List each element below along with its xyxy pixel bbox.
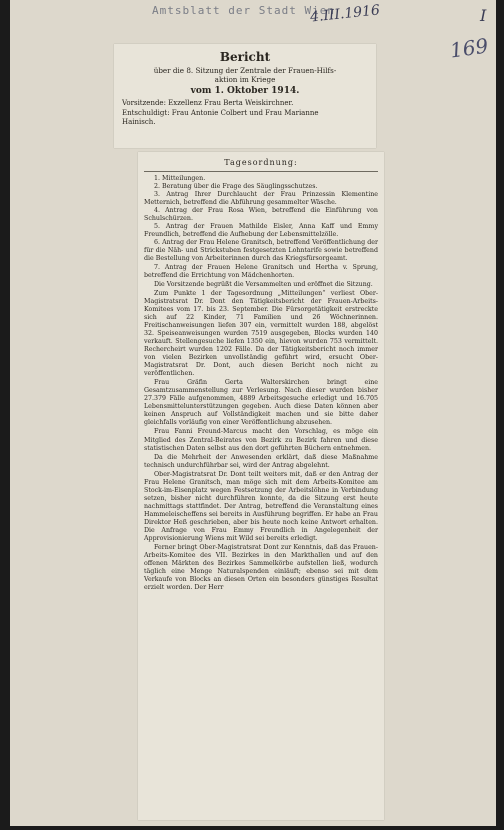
archive-sheet [10, 0, 496, 826]
chair-line: Vorsitzende: Exzellenz Frau Berta Weiskirchner. [122, 99, 294, 107]
report-subtitle-2: aktion im Kriege [214, 75, 276, 84]
body-paragraph: Ferner bringt Ober-Magistratsrat Dont zur Kenntnis, daß das Frauen-Arbeits-Komitee des VII. Bezirkes in den Markthallen und auf den offenen Märkten des Bezirkes Sammelkörbe aufstellen ließ, wodurch täglich eine Menge Naturalspenden einläuft; ebenso sei mit dem Verkaufe von Blocks an diesen Orten ein besonders günstiges Resultat erzielt worden. Der Herr [144, 544, 378, 592]
excused-line-1: Entschuldigt: Frau Antonie Colbert und Frau Marianne [122, 108, 319, 117]
agenda-item: 2. Beratung über die Frage des Säuglingsschutzes. [154, 183, 318, 191]
agenda-item: 4. Antrag der Frau Rosa Wien, betreffend die Einführung von Schulschürzen. [144, 207, 378, 223]
clipping-body [138, 152, 384, 820]
body-paragraph: Da die Mehrheit der Anwesenden erklärt, daß diese Maßnahme technisch undurchführbar sei, wird der Antrag abgelehnt. [144, 453, 378, 469]
body-paragraph: Ober-Magistratsrat Dr. Dont teilt weiters mit, daß er den Antrag der Frau Helene Granitsch, man möge sich mit dem Arbeits-Komitee am Stock-im-Eisenplatz wegen Festsetzung der Arbeitslöhne in Verbindung setzen, bisher nicht durchführen konnte, da die Sitzung erst heute nachmittags stattfindet. Der Antrag, betreffend die Veranstaltung eines Hammeleischeffens sei bereits in Ausführung begriffen. Er habe an Frau Direktor Heß geschrieben, aber bis heute noch keine Antwort erhalten. Die Anfrage von Frau Emmy Freundlich in Angelegenheit der Approvisionierung Wiens mit Wild sei bereits erledigt. [144, 470, 378, 543]
agenda-item: 5. Antrag der Frauen Mathilde Eisler, Anna Kaff und Emmy Freundlich, betreffend die Aufhebung der Lebensmittelzölle. [144, 223, 378, 239]
agenda-separator [144, 171, 378, 172]
body-paragraph: Frau Fanni Freund-Marcus macht den Vorschlag, es möge ein Mitglied des Zentral-Beirates von Bezirk zu Bezirk fahren und diese statistischen Daten selbst aus den dort geführten Büchern entnehmen. [144, 428, 378, 452]
newspaper-stamp: Amtsblatt der Stadt Wien [152, 4, 335, 17]
report-subtitle-1: über die 8. Sitzung der Zentrale der Frauen-Hilfs- [153, 66, 337, 75]
body-paragraph: Frau Gräfin Gerta Walterskirchen bringt eine Gesamtzusammenstellung zur Verlesung. Nach dieser wurden bisher 27.379 Fälle aufgenommen, 4889 Arbeitsgesuche erledigt und 16.705 Lebensmittelunterstützungen gegeben. Auch diese Daten können aber keinen Anspruch auf Vollständigkeit machen und sie bitte daher gleichfalls vorläufig von einer Veröffentlichung abzusehen. [144, 379, 378, 427]
handwritten-date: 4.III.1916 [309, 2, 381, 26]
agenda-title: Tagesordnung: [224, 158, 298, 167]
body-paragraph: Zum Punkte 1 der Tagesordnung „Mitteilungen“ verliest Ober-Magistratsrat Dr. Dont den Tätigkeitsbericht der Frauen-Arbeits-Komitees vom 17. bis 23. September. Die Fürsorgetätigkeit erstreckte sich auf 22 Kinder, 71 Familien und 26 Wöchnerinnen. Freitischanweisungen liefen 307 ein, vermittelt wurden 188, abgelöst 32. Speiseanweisungen wurden 7519 ausgegeben, Blocks wurden 140 verkauft. Stellengesuche liefen 1350 ein, hievon wurden 753 vermittelt. Rechercheirt wurden 1202 Fälle. Da der Tätigkeitsbericht noch immer von vielen Bezirken unvollständig geführt wird, ersucht Ober-Magistratsrat Dr. Dont, auch diesen Bericht noch nicht zu veröffentlichen. [144, 289, 378, 378]
excused-line-2: Hainisch. [122, 118, 156, 126]
report-title: Bericht [219, 50, 271, 64]
agenda-item: 3. Antrag Ihrer Durchlaucht der Frau Prinzessin Klementine Metternich, betreffend die Abführung gesammelter Wäsche. [144, 191, 378, 207]
report-date: vom 1. Oktober 1914. [190, 86, 300, 96]
handwritten-page-number: 169 [448, 33, 490, 63]
agenda-item: 7. Antrag der Frauen Helene Granitsch und Hertha v. Sprung, betreffend die Errichtung von Mädchenhorten. [144, 263, 378, 279]
handwritten-mark: I [480, 6, 487, 25]
body-paragraph: Die Vorsitzende begrüßt die Versammelten und eröffnet die Sitzung. [154, 280, 373, 288]
clipping-header [114, 44, 376, 148]
agenda-item: 6. Antrag der Frau Helene Granitsch, betreffend Veröffentlichung der für die Näh- und Strickstuben festgesetzten Lohntarife sowie betreffend die Bestellung von Arbeiterinnen durch das Kriegsfürsorgeamt. [144, 239, 378, 263]
agenda-item: 1. Mitteilungen. [154, 175, 206, 182]
